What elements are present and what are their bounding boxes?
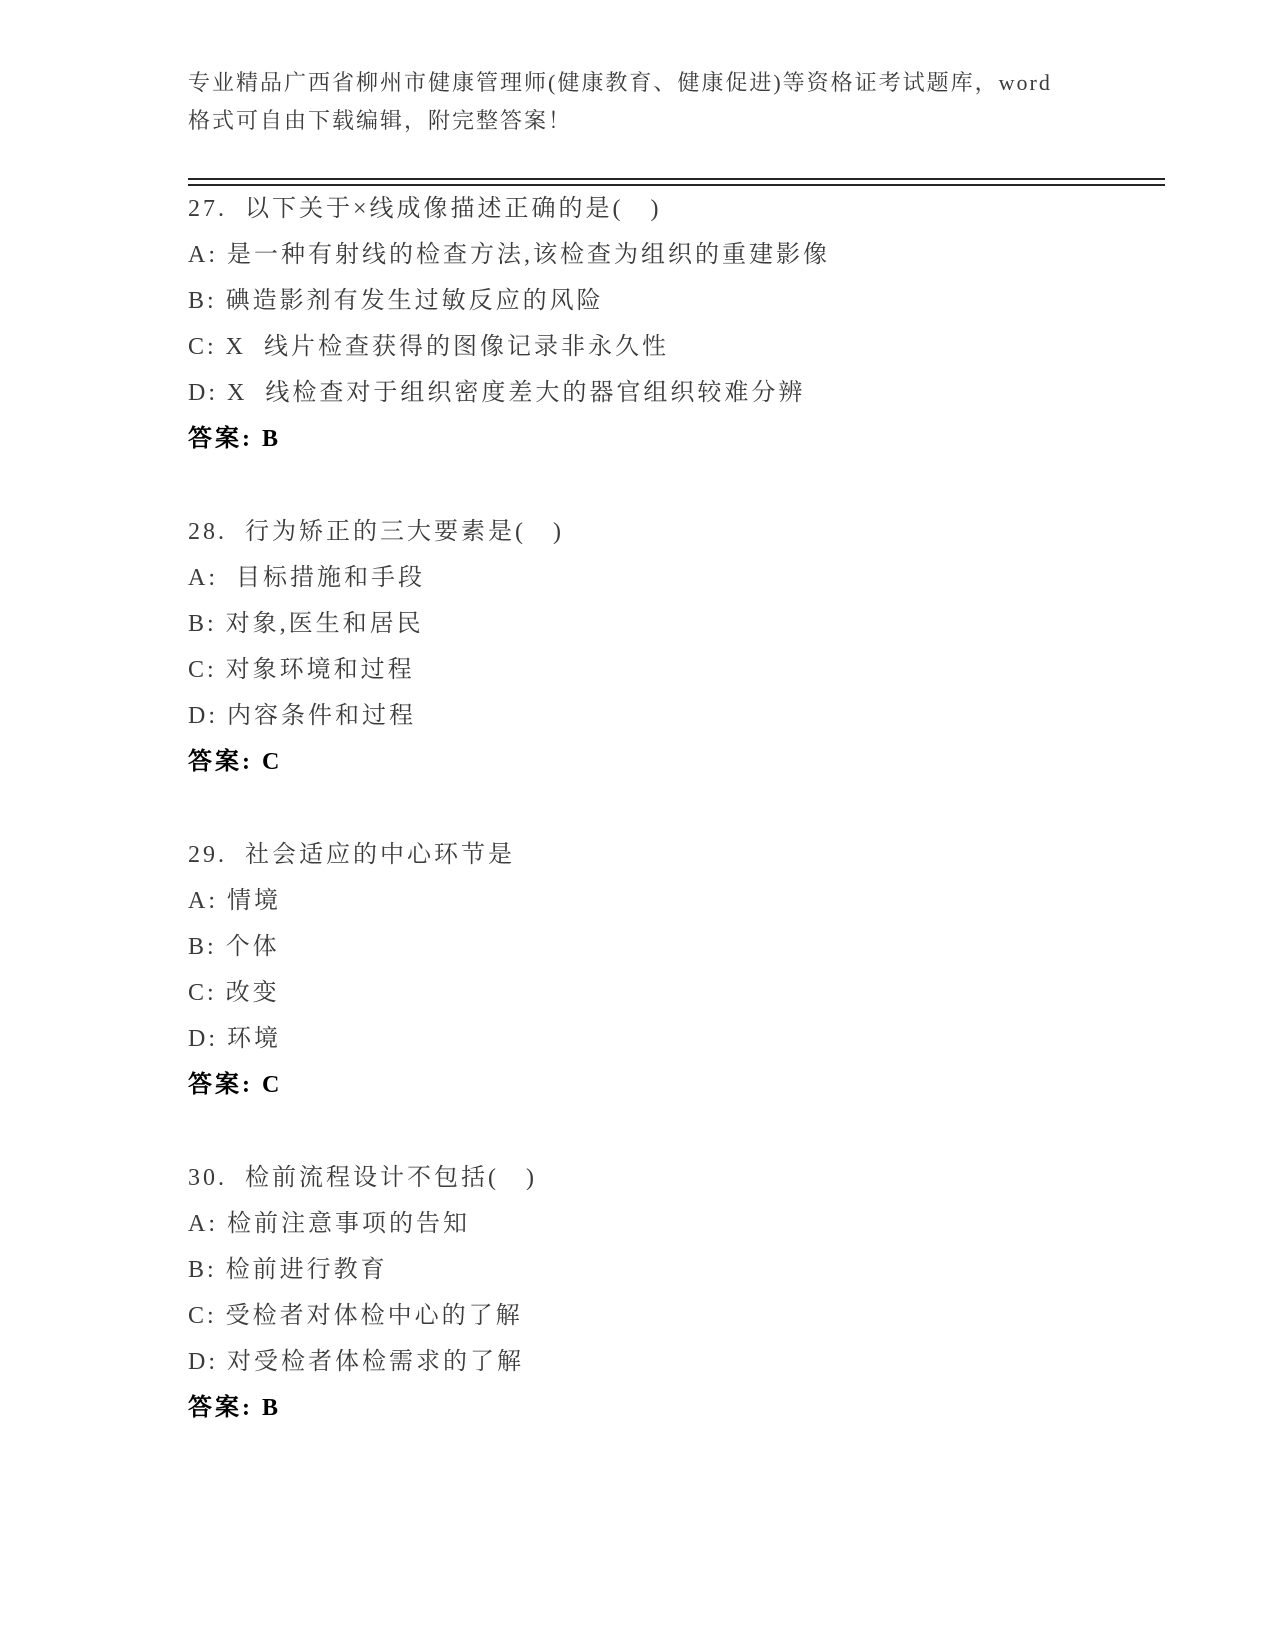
question-option-c: C: X 线片检查获得的图像记录非永久性 [188,334,670,360]
question-title: 27. 以下关于×线成像描述正确的是( ) [188,196,662,222]
question-option-c: C: 对象环境和过程 [188,657,415,683]
question-option-d: D: X 线检查对于组织密度差大的器官组织较难分辨 [188,380,806,406]
question-option-d: D: 环境 [188,1026,281,1052]
question-title: 29. 社会适应的中心环节是 [188,842,515,868]
question-28 [188,509,1138,785]
question-option-b: B: 检前进行教育 [188,1257,388,1283]
question-option-a: A: 是一种有射线的检查方法,该检查为组织的重建影像 [188,242,830,268]
answer-line: 答案: B [188,1395,281,1421]
question-30 [188,1155,1138,1431]
question-27 [188,186,1138,462]
question-option-b: B: 对象,医生和居民 [188,611,424,637]
question-option-b: B: 碘造影剂有发生过敏反应的风险 [188,288,604,314]
question-option-d: D: 对受检者体检需求的了解 [188,1349,524,1375]
question-29 [188,832,1138,1108]
question-option-c: C: 受检者对体检中心的了解 [188,1303,523,1329]
header-divider [188,178,1165,186]
question-option-d: D: 内容条件和过程 [188,703,416,729]
question-option-b: B: 个体 [188,934,280,960]
question-option-a: A: 检前注意事项的告知 [188,1211,470,1237]
question-option-a: A: 目标措施和手段 [188,565,425,591]
answer-line: 答案: B [188,426,281,452]
header-line-2: 格式可自由下载编辑，附完整答案！ [188,108,573,133]
question-title: 30. 检前流程设计不包括( ) [188,1165,537,1191]
answer-line: 答案: C [188,1072,283,1098]
answer-line: 答案: C [188,749,283,775]
question-option-c: C: 改变 [188,980,280,1006]
question-option-a: A: 情境 [188,888,281,914]
question-title: 28. 行为矫正的三大要素是( ) [188,519,564,545]
question-list [188,186,1138,1431]
header-line-1: 专业精品广西省柳州市健康管理师(健康教育、健康促进)等资格证考试题库，word [188,70,1052,95]
page-header [188,64,1165,186]
